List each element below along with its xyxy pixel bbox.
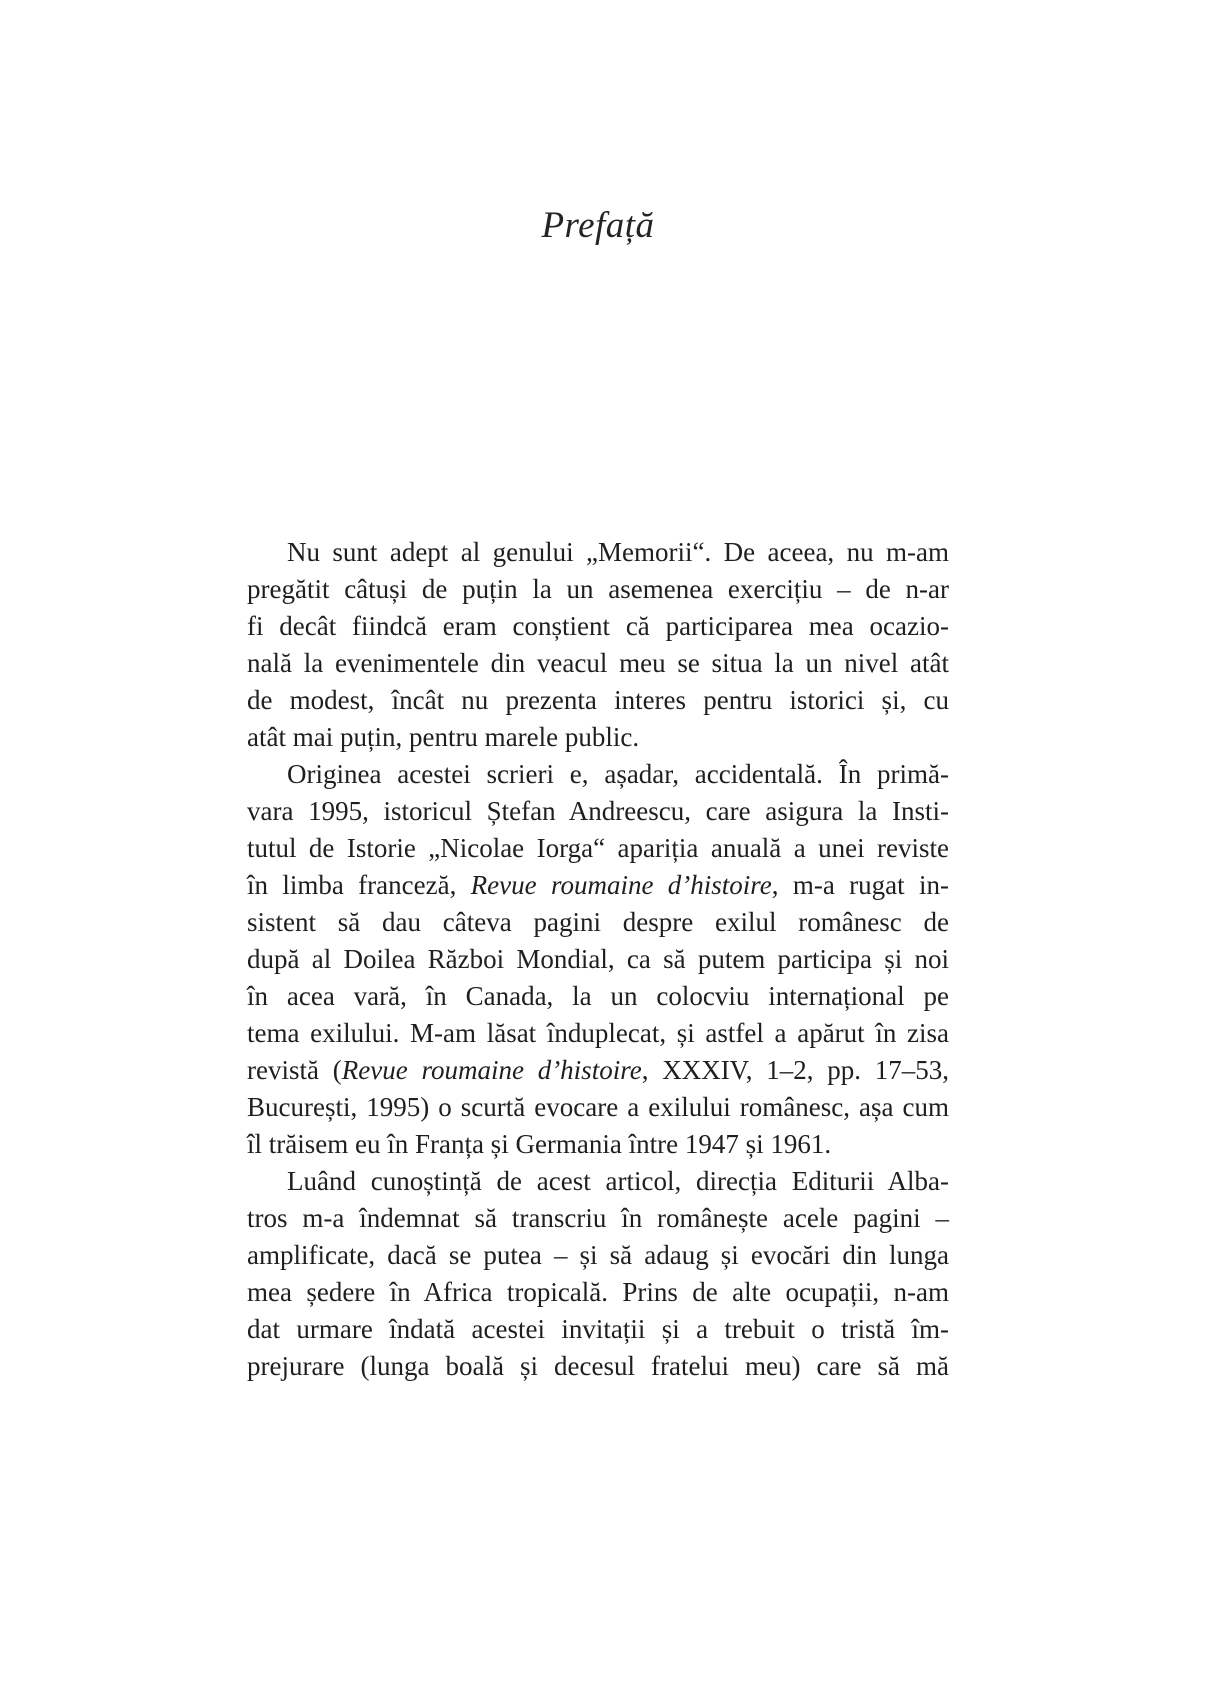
text-block bbox=[247, 534, 949, 1385]
paragraph bbox=[247, 534, 949, 756]
italic-text-run: Revue roumaine d’histoire bbox=[341, 1055, 642, 1085]
text-line bbox=[247, 1274, 949, 1311]
text-line bbox=[247, 1089, 949, 1126]
text-run: , m-a rugat in- bbox=[771, 870, 949, 900]
text-run: prejurare (lunga boală și decesul fratelui meu) care să mă bbox=[247, 1351, 949, 1381]
text-line bbox=[247, 1200, 949, 1237]
text-line bbox=[247, 978, 949, 1015]
text-line bbox=[247, 867, 949, 904]
text-run: atât mai puțin, pentru marele public. bbox=[247, 722, 640, 752]
text-run: mea ședere în Africa tropicală. Prins de alte ocupații, n-am bbox=[247, 1277, 949, 1307]
text-line bbox=[247, 682, 949, 719]
text-run: , XXXIV, 1–2, pp. 17–53, bbox=[641, 1055, 949, 1085]
text-line bbox=[247, 608, 949, 645]
text-line bbox=[247, 1126, 949, 1163]
text-run: Luând cunoștință de acest articol, direcția Editurii Alba- bbox=[287, 1166, 949, 1196]
text-run: București, 1995) o scurtă evocare a exilului românesc, așa cum bbox=[247, 1092, 949, 1122]
text-run: revistă ( bbox=[247, 1055, 342, 1085]
text-run: amplificate, dacă se putea – și să adaug și evocări din lunga bbox=[247, 1240, 949, 1270]
text-run: Originea acestei scrieri e, așadar, accidentală. În primă- bbox=[287, 759, 949, 789]
text-run: în limba franceză, bbox=[247, 870, 471, 900]
text-run: vara 1995, istoricul Ștefan Andreescu, care asigura la Insti- bbox=[247, 796, 949, 826]
text-run: fi decât fiindcă eram conștient că participarea mea ocazio- bbox=[247, 611, 949, 641]
text-line bbox=[247, 534, 949, 571]
text-run: pregătit câtuși de puțin la un asemenea exercițiu – de n-ar bbox=[247, 574, 949, 604]
text-line bbox=[247, 904, 949, 941]
text-line bbox=[247, 719, 949, 756]
text-run: de modest, încât nu prezenta interes pentru istorici și, cu bbox=[247, 685, 949, 715]
text-line bbox=[247, 571, 949, 608]
text-run: tutul de Istorie „Nicolae Iorga“ apariția anuală a unei reviste bbox=[247, 833, 949, 863]
text-line bbox=[247, 1311, 949, 1348]
paragraph bbox=[247, 756, 949, 1163]
paragraph bbox=[247, 1163, 949, 1385]
text-run: tema exilului. M-am lăsat înduplecat, și astfel a apărut în zisa bbox=[247, 1018, 949, 1048]
text-line bbox=[247, 1237, 949, 1274]
text-run: dat urmare îndată acestei invitații și a trebuit o tristă îm- bbox=[247, 1314, 949, 1344]
text-line bbox=[247, 793, 949, 830]
text-line bbox=[247, 1163, 949, 1200]
text-run: tros m-a îndemnat să transcriu în românește acele pagini – bbox=[247, 1203, 949, 1233]
text-line bbox=[247, 756, 949, 793]
text-run: nală la evenimentele din veacul meu se situa la un nivel atât bbox=[247, 648, 949, 678]
italic-text-run: Revue roumaine d’histoire bbox=[470, 870, 772, 900]
text-run: după al Doilea Război Mondial, ca să putem participa și noi bbox=[247, 944, 949, 974]
text-run: îl trăisem eu în Franța și Germania între 1947 și 1961. bbox=[247, 1129, 832, 1159]
text-line bbox=[247, 830, 949, 867]
text-line bbox=[247, 1348, 949, 1385]
chapter-title: Prefață bbox=[541, 205, 655, 246]
text-run: în acea vară, în Canada, la un colocviu internațional pe bbox=[247, 981, 949, 1011]
text-run: Nu sunt adept al genului „Memorii“. De aceea, nu m-am bbox=[287, 537, 949, 567]
text-line bbox=[247, 645, 949, 682]
text-line bbox=[247, 1015, 949, 1052]
text-line bbox=[247, 941, 949, 978]
text-run: sistent să dau câteva pagini despre exilul românesc de bbox=[247, 907, 949, 937]
text-line bbox=[247, 1052, 949, 1089]
